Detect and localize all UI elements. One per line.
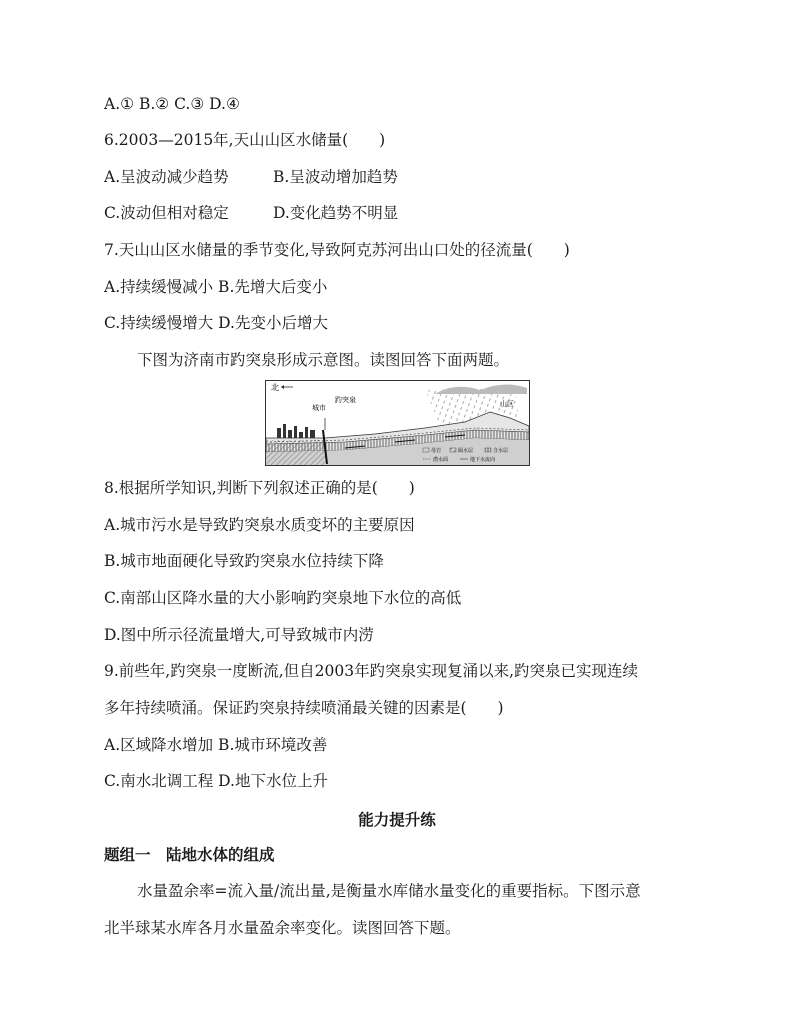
- mountain-label: 山区: [500, 400, 514, 408]
- q7-options-row2: C.持续缓慢增大 D.先变小后增大: [104, 314, 328, 332]
- impermeable-layer: [266, 440, 325, 465]
- q6-option-b: B.呈波动增加趋势: [273, 168, 398, 186]
- legend-rock: 母岩: [431, 448, 442, 454]
- group-title: 题组一 陆地水体的组成: [104, 845, 275, 864]
- q7-options-row1: A.持续缓慢减小 B.先增大后变小: [104, 278, 328, 296]
- q9-options-row1: A.区域降水增加 B.城市环境改善: [104, 736, 328, 754]
- legend-impermeable: 隔水层: [458, 448, 474, 454]
- building: [305, 427, 308, 438]
- legend-aquifer: 含水层: [493, 448, 509, 454]
- q6-option-c: C.波动但相对稳定: [104, 204, 229, 222]
- q7-stem: 7.天山山区水储量的季节变化,导致阿克苏河出山口处的径流量( ): [104, 241, 570, 259]
- building: [310, 430, 315, 438]
- q8-option-c: C.南部山区降水量的大小影响趵突泉地下水位的高低: [104, 589, 462, 607]
- q6-option-d: D.变化趋势不明显: [273, 204, 399, 222]
- building: [283, 424, 286, 438]
- building: [294, 426, 297, 438]
- paragraph-line2: 北半球某水库各月水量盈余率变化。读图回答下题。: [104, 919, 461, 937]
- building: [277, 428, 281, 438]
- q6-option-a: A.呈波动减少趋势: [104, 168, 229, 186]
- north-label: 北: [271, 383, 279, 392]
- city-label: 城市: [312, 404, 326, 412]
- q9-stem-line2: 多年持续喷涌。保证趵突泉持续喷涌最关键的因素是( ): [104, 699, 504, 717]
- paragraph-line1: 水量盈余率=流入量/流出量,是衡量水库储水量变化的重要指标。下图示意: [137, 882, 641, 900]
- q8-option-b: B.城市地面硬化导致趵突泉水位持续下降: [104, 552, 384, 570]
- q6-stem: 6.2003—2015年,天山山区水储量( ): [104, 131, 386, 149]
- legend-swatch-aquifer: [485, 448, 491, 452]
- spring-formation-figure: [265, 380, 530, 466]
- q6-options-row2: [104, 203, 398, 223]
- figure-svg: [265, 380, 530, 466]
- legend-swatch-rock: [423, 448, 429, 452]
- q9-stem-line1: 9.前些年,趵突泉一度断流,但自2003年趵突泉实现复涌以来,趵突泉已实现连续: [104, 662, 639, 680]
- legend-swatch-impermeable: [450, 448, 456, 452]
- q8-option-d: D.图中所示径流量增大,可导致城市内涝: [104, 626, 374, 644]
- q8-option-a: A.城市污水是导致趵突泉水质变坏的主要原因: [104, 516, 415, 534]
- section-title: 能力提升练: [358, 810, 436, 829]
- q8-stem: 8.根据所学知识,判断下列叙述正确的是( ): [104, 479, 415, 497]
- figure-intro: 下图为济南市趵突泉形成示意图。读图回答下面两题。: [137, 351, 510, 369]
- legend-flow: 地下水流向: [470, 457, 496, 463]
- q5-options: A.① B.② C.③ D.④: [104, 95, 240, 113]
- legend-watertable: 潜水面: [433, 457, 449, 463]
- building: [288, 430, 292, 438]
- building: [299, 432, 303, 438]
- q9-options-row2: C.南水北调工程 D.地下水位上升: [104, 772, 328, 790]
- spring-label: 趵突泉: [335, 396, 356, 404]
- q6-options-row1: [104, 167, 398, 187]
